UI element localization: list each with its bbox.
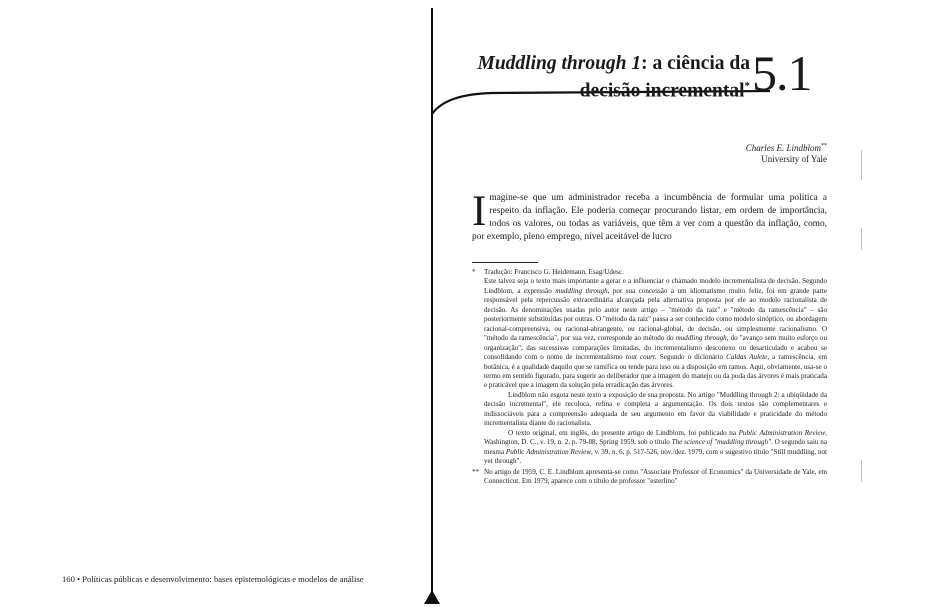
footnote-paragraph-2: Lindblom não esgota neste texto a exposição de sua proposta. No artigo "Muddling through 2: a ubiqüidade da decisão incremental", ele recoloca, refina e completa a argumentação. Os dois textos são complementares e indissociáveis para a compreensão adequada de seu argumento em favor da viabilidade e praticidade do método incrementalista diante do racionalista. xyxy=(484,390,827,428)
footnote-paragraph-3: O texto original, em inglês, do presente artigo de Lindblom, foi publicado na Public Administration Review, Washington, D. C., v. 19, n. 2, p. 79-88, Spring 1959, sob o título The science of "muddling through". O segundo saiu na mesma Public Administration Review, v. 39, n. 6, p. 517-526, nov./dez. 1979, com o sugestivo título "Still muddling, not yet through". xyxy=(484,428,828,466)
footnote-translation-credit: Tradução: Francisco G. Heidemann, Esag/Udesc. xyxy=(484,268,624,276)
footnote-2 xyxy=(472,468,827,487)
chapter-title-line2 xyxy=(477,75,750,103)
title-italic: Muddling through 1 xyxy=(477,53,642,74)
page-footer: 160 • Políticas públicas e desenvolvimento: bases epistemológicas e modelos de análise xyxy=(62,574,364,584)
title-footnote-mark: * xyxy=(744,80,750,92)
author-footnote-mark: ** xyxy=(821,143,827,149)
chapter-title xyxy=(477,52,750,103)
footnote-2-mark: ** xyxy=(472,467,480,476)
author-affiliation: University of Yale xyxy=(761,154,827,164)
footnotes xyxy=(472,268,827,486)
title-rest: : a ciência da xyxy=(641,53,750,74)
footnote-1-mark: * xyxy=(472,268,476,276)
author-block xyxy=(746,141,827,165)
footnote-paragraph-1: Este talvez seja o texto mais importante a gerar e a influenciar o chamado modelo incrementalista de decisão. Segundo Lindblom, a expressão muddling through, por sua concessão a um idiomatismo muito feliz, foi em grande parte responsável pela repercussão extraordinária alcançada pela alternativa proposta por ele ao modelo racionalista de decisão. As denominações usadas pelo autor neste artigo – "método da raiz" e "método da ramescência" – são posteriormente substituídas por outras. O "método da raiz" passa a ser conhecido como modelo sinóptico, ou abordagem racional-compreensiva, ou racional-abrangente, ou racional-global, de decisão, ou simplesmente racionalismo. O "método da ramescência", por sua vez, corresponde ao método do muddling through, do "avanço sem muito esforço ou organização", das sucessivas comparações limitadas, do incrementalismo desconexo ou desarticulado e acabou se consolidando com o nome de incrementalismo tout court. Segundo o dicionário Caldas Aulete, a ramescência, em botânica, é a qualidade daquilo que se ramifica ou tende para isso ou a disposição em ramos. Aqui, obviamente, usa-se o termo em sentido figurado, para sugerir ao deliberador que a imagem do manejo ou da poda das árvores é mais praticada e praticável que a imagem da solução pela erradicação das árvores. xyxy=(484,277,828,390)
footnote-separator xyxy=(472,262,538,263)
title-line2: decisão incremental xyxy=(579,80,745,102)
body-text: magine-se que um administrador receba a incumbência de formular uma política a respeito da inflação. Ele poderia começar procurando listar, em ordem de importância, todos os valores, ou todas as variáveis, que têm a ver com a questão da inflação, como, por exemplo, pleno emprego, nível aceitável de lucro xyxy=(472,193,827,243)
author-name: Charles E. Lindblom xyxy=(745,143,821,153)
chapter-number: 5.1 xyxy=(752,45,812,101)
footnote-1 xyxy=(472,268,827,467)
left-page xyxy=(0,0,430,611)
drop-cap: I xyxy=(472,188,487,235)
footnote-2-text: No artigo de 1959, C. E. Lindblom apresenta-se como "Associate Professor of Economics" da Universidade de Yale, em Connecticut. Em 1979, aparece com o título de professor "esterlino" xyxy=(484,467,827,485)
chapter-title-line1 xyxy=(477,52,750,75)
body-paragraph xyxy=(472,188,827,244)
author-name-line xyxy=(746,141,827,154)
